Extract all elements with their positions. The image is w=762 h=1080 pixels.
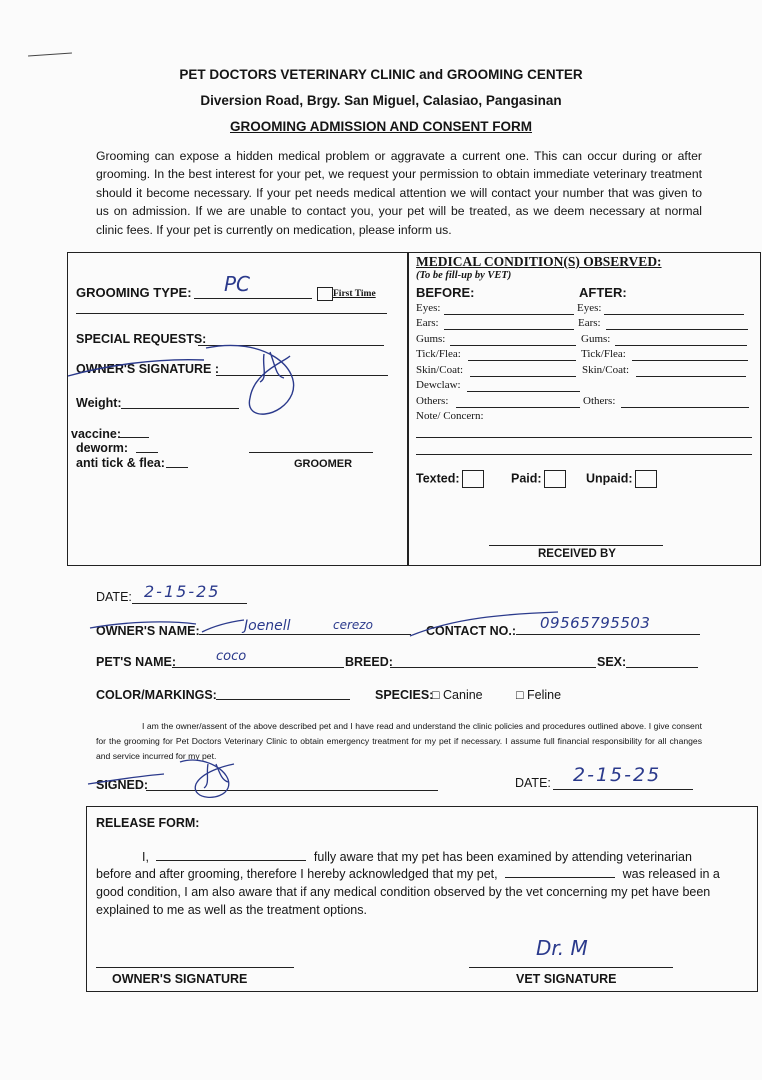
- before-others-line[interactable]: [456, 407, 580, 408]
- owner-name-label: OWNER'S NAME:: [96, 624, 200, 638]
- after-eyes: Eyes:: [577, 302, 602, 314]
- intro-paragraph: Grooming can expose a hidden medical problem or aggravate a current one. This can occur during or after grooming. In the best interest for your pet, we request your permission to obtain immediate veterinary treatment should it become necessary. If your pet needs medical attention we will contact your number that was given to us on admission. If we are unable to contact you, your pet will be treated, as we deem necessary at normal clinic fees. If your pet is currently on medication, please inform us.: [96, 149, 702, 237]
- color-label: COLOR/MARKINGS:: [96, 688, 217, 702]
- received-by-label: RECEIVED BY: [538, 548, 616, 560]
- breed-label: BREED:: [345, 655, 393, 669]
- pet-name-value: coco: [216, 649, 247, 664]
- signed-date-value: 2-15-25: [573, 764, 662, 786]
- first-time-box[interactable]: [317, 287, 333, 301]
- owner-signature-label: OWNER'S SIGNATURE :: [76, 362, 220, 376]
- pet-name-line[interactable]: [172, 667, 344, 668]
- date-label: DATE:: [96, 590, 132, 604]
- canine-option[interactable]: □ Canine: [432, 688, 483, 702]
- date-line[interactable]: [132, 603, 247, 604]
- before-tickflea-line[interactable]: [468, 360, 576, 361]
- received-by-line[interactable]: [489, 545, 663, 546]
- release-line-4: explained to me as well as the treatment options.: [96, 903, 367, 917]
- after-tickflea-line[interactable]: [632, 360, 748, 361]
- consent-text: I am the owner/assent of the above described pet and I have read and understand the clinic policies and procedures outlined above. I give consent for the grooming for Pet Doctors Veterinary Clinic to obtain emergency treatment for my pet if necessary. I assume full financial responsibility for all changes and service incurred for my pet.: [96, 721, 702, 761]
- margin-mark: [28, 52, 72, 56]
- after-others: Others:: [583, 395, 616, 407]
- release-line-2: before and after grooming, therefore I hereby acknowledged that my pet, was released in a: [96, 867, 720, 881]
- sex-line[interactable]: [626, 667, 698, 668]
- note-line-1[interactable]: [416, 437, 752, 438]
- after-skincoat-line[interactable]: [636, 376, 746, 377]
- owner-signature-label-release: OWNER'S SIGNATURE: [112, 972, 248, 986]
- unpaid-field[interactable]: Unpaid:: [586, 470, 657, 488]
- release-box: [86, 806, 758, 992]
- signed-label: SIGNED:: [96, 778, 149, 792]
- contact-label: CONTACT NO.:: [426, 624, 517, 638]
- after-gums: Gums:: [581, 333, 611, 345]
- grooming-type-line-2[interactable]: [76, 313, 387, 314]
- after-ears-line[interactable]: [606, 329, 748, 330]
- release-pet-line[interactable]: [505, 877, 615, 878]
- antitick-label: anti tick & flea:: [76, 456, 165, 470]
- weight-label: Weight:: [76, 396, 122, 410]
- texted-field[interactable]: Texted:: [416, 470, 484, 488]
- release-line-3: good condition, I am also aware that if any medical condition observed by the vet concerning my pet have been: [96, 885, 711, 899]
- sex-label: SEX:: [597, 655, 627, 669]
- before-gums: Gums:: [416, 333, 446, 345]
- contact-value: 09565795503: [540, 614, 651, 632]
- owner-signature-line-release[interactable]: [96, 967, 294, 968]
- vet-signature-value: Dr. M: [536, 936, 588, 960]
- first-time-checkbox[interactable]: [317, 287, 376, 301]
- signed-signature-scribble: [84, 750, 274, 810]
- owner-last-name: cerezo: [333, 618, 373, 632]
- owner-signature-scribble: [64, 338, 304, 424]
- groomer-label: GROOMER: [294, 458, 353, 470]
- before-skincoat-line[interactable]: [470, 376, 576, 377]
- paid-field[interactable]: Paid:: [511, 470, 566, 488]
- clinic-name: PET DOCTORS VETERINARY CLINIC and GROOMING CENTER: [179, 67, 583, 82]
- special-requests-label: SPECIAL REQUESTS:: [76, 332, 207, 346]
- breed-line[interactable]: [390, 667, 596, 668]
- after-ears: Ears:: [578, 317, 601, 329]
- before-skincoat: Skin/Coat:: [416, 364, 464, 376]
- before-dewclaw-line[interactable]: [467, 391, 580, 392]
- before-gums-line[interactable]: [450, 345, 576, 346]
- species-label: SPECIES:: [375, 688, 434, 702]
- color-line[interactable]: [216, 699, 350, 700]
- before-label: BEFORE:: [416, 285, 475, 300]
- medical-subtitle: (To be fill-up by VET): [416, 270, 512, 281]
- vet-signature-line[interactable]: [469, 967, 673, 968]
- grooming-type-value: PC: [224, 272, 251, 296]
- after-gums-line[interactable]: [615, 345, 747, 346]
- before-others: Others:: [416, 395, 449, 407]
- signed-date-line[interactable]: [553, 789, 693, 790]
- note-label: Note/ Concern:: [416, 410, 484, 422]
- before-ears-line[interactable]: [444, 329, 574, 330]
- medical-title: MEDICAL CONDITION(S) OBSERVED:: [416, 254, 662, 269]
- first-time-label: First Time: [333, 289, 376, 300]
- ink-strike-marks: [84, 606, 564, 642]
- vaccine-label: vaccine:: [71, 427, 122, 441]
- after-others-line[interactable]: [621, 407, 749, 408]
- after-skincoat: Skin/Coat:: [582, 364, 630, 376]
- release-name-line[interactable]: [156, 860, 306, 861]
- release-line-1: I, fully aware that my pet has been examined by attending veterinarian: [142, 850, 692, 864]
- before-dewclaw: Dewclaw:: [416, 379, 461, 391]
- signed-date-label: DATE:: [515, 776, 551, 790]
- deworm-label: deworm:: [76, 441, 129, 455]
- pet-name-label: PET'S NAME:: [96, 655, 177, 669]
- form-title: GROOMING ADMISSION AND CONSENT FORM: [230, 119, 532, 134]
- antitick-line[interactable]: [166, 467, 188, 468]
- grooming-type-label: GROOMING TYPE:: [76, 285, 192, 300]
- owner-first-name: Joenell: [244, 618, 291, 634]
- before-ears: Ears:: [416, 317, 439, 329]
- vet-signature-label: VET SIGNATURE: [516, 972, 617, 986]
- deworm-line[interactable]: [136, 452, 158, 453]
- before-eyes: Eyes:: [416, 302, 441, 314]
- grooming-type-line[interactable]: [194, 298, 312, 299]
- clinic-address: Diversion Road, Brgy. San Miguel, Calasiao, Pangasinan: [200, 93, 562, 108]
- vaccine-line[interactable]: [119, 437, 149, 438]
- texted-box[interactable]: [462, 470, 484, 488]
- after-label: AFTER:: [579, 285, 627, 300]
- paid-box[interactable]: [544, 470, 566, 488]
- release-title: RELEASE FORM:: [96, 816, 200, 830]
- before-tickflea: Tick/Flea:: [416, 348, 461, 360]
- after-eyes-line[interactable]: [604, 314, 744, 315]
- note-line-2[interactable]: [416, 454, 752, 455]
- date-value: 2-15-25: [144, 582, 221, 601]
- feline-option[interactable]: □ Feline: [516, 688, 562, 702]
- before-eyes-line[interactable]: [444, 314, 574, 315]
- after-tickflea: Tick/Flea:: [581, 348, 626, 360]
- unpaid-box[interactable]: [635, 470, 657, 488]
- groomer-line[interactable]: [249, 452, 373, 453]
